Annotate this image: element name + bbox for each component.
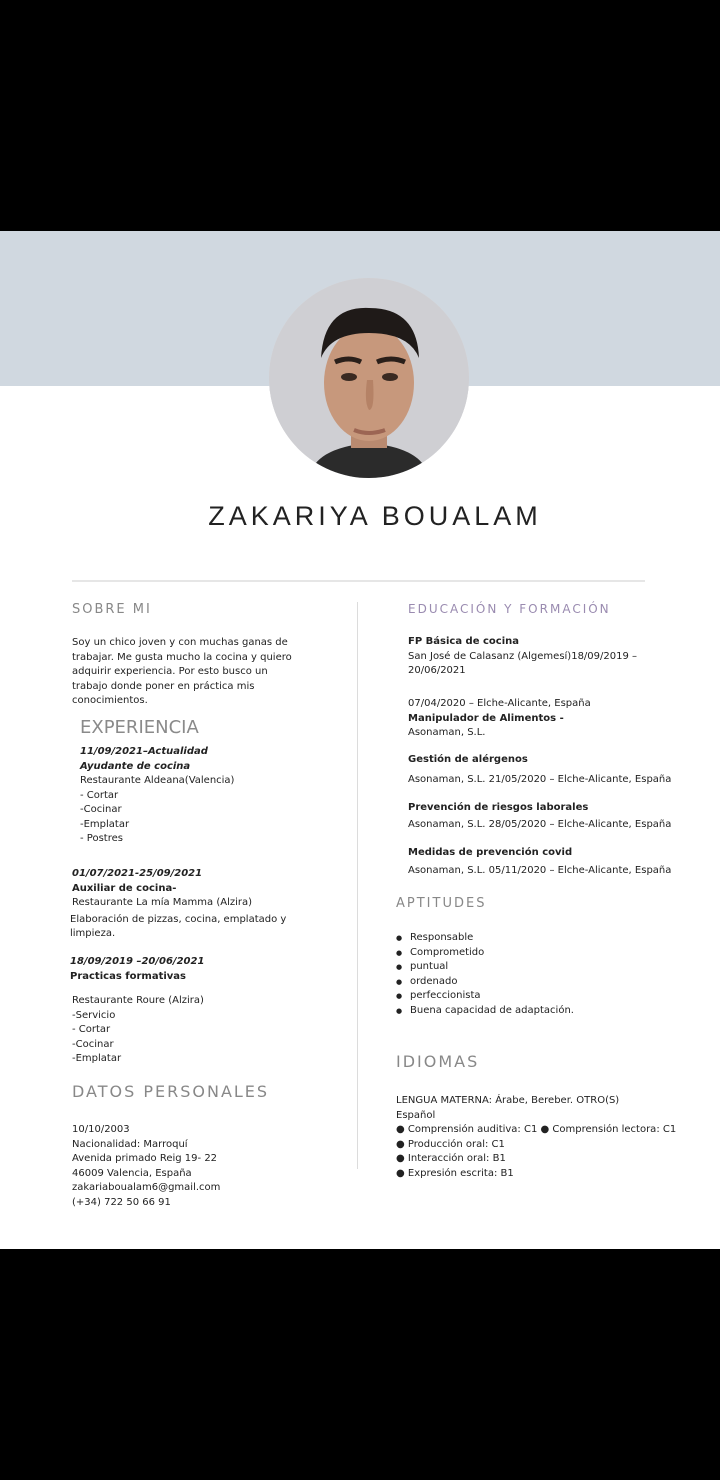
- education-title: Manipulador de Alimentos -: [408, 712, 564, 724]
- job-place: Restaurante Roure (Alzira): [72, 995, 204, 1006]
- skill-item: ● Comprometido: [396, 946, 574, 961]
- job-task: limpieza.: [70, 928, 116, 939]
- about-line: trabajar. Me gusta mucho la cocina y quiero: [72, 651, 292, 663]
- education-title: Gestión de alérgenos: [408, 754, 528, 765]
- languages-block: [396, 1094, 676, 1181]
- education-item: [408, 697, 591, 741]
- about-heading: SOBRE MI: [72, 602, 152, 617]
- education-item: [408, 635, 637, 679]
- education-title: Prevención de riesgos laborales: [408, 802, 589, 813]
- job-dates: 01/07/2021-25/09/2021: [72, 868, 203, 879]
- job-task: - Postres: [80, 833, 123, 844]
- skill-item: ● perfeccionista: [396, 989, 574, 1004]
- header-divider: [72, 580, 645, 582]
- personal-heading: DATOS PERSONALES: [72, 1082, 270, 1101]
- skill-item: ● Buena capacidad de adaptación.: [396, 1004, 574, 1019]
- language-level: ● Comprensión auditiva: C1 ● Comprensión lectora: C1: [396, 1124, 677, 1135]
- about-line: Soy un chico joven y con muchas ganas de: [72, 637, 288, 648]
- job-role: Practicas formativas: [70, 970, 187, 982]
- skill-item: ● Responsable: [396, 931, 574, 946]
- job-role: Ayudante de cocina: [80, 760, 191, 772]
- phone: (+34) 722 50 66 91: [72, 1196, 171, 1208]
- language-level: ● Expresión escrita: B1: [396, 1167, 514, 1179]
- job-task: - Cortar: [72, 1024, 111, 1035]
- education-item: [408, 846, 671, 878]
- education-title: Medidas de prevención covid: [408, 847, 573, 858]
- job-place: Restaurante Aldeana(Valencia): [80, 775, 235, 786]
- education-detail: Asonaman, S.L.: [408, 727, 486, 738]
- birth-date: 10/10/2003: [72, 1124, 130, 1135]
- education-detail: San José de Calasanz (Algemesí)18/09/2019 –: [408, 650, 638, 662]
- skill-item: ● puntual: [396, 960, 574, 975]
- job-task: Elaboración de pizzas, cocina, emplatado y: [70, 913, 287, 925]
- education-title: FP Básica de cocina: [408, 636, 519, 647]
- profile-photo: [269, 278, 469, 478]
- column-divider: [357, 602, 358, 1169]
- email: zakariaboualam6@gmail.com: [72, 1182, 221, 1193]
- job-task: - Cortar: [80, 789, 119, 801]
- bottom-black-bar: [0, 1249, 720, 1480]
- job-dates: 18/09/2019 –20/06/2021: [70, 956, 205, 967]
- job-entry: [70, 955, 204, 1067]
- languages-heading: IDIOMAS: [396, 1052, 480, 1071]
- address-street: Avenida primado Reig 19- 22: [72, 1153, 218, 1164]
- job-task: -Emplatar: [80, 818, 130, 830]
- education-detail: Asonaman, S.L. 05/11/2020 – Elche-Alicante, España: [408, 864, 672, 876]
- job-role: Auxiliar de cocina-: [72, 882, 177, 894]
- about-line: conocimientos.: [72, 695, 148, 706]
- address-city: 46009 Valencia, España: [72, 1167, 192, 1179]
- skills-heading: APTITUDES: [396, 896, 487, 911]
- education-detail: 20/06/2021: [408, 665, 466, 676]
- job-task: -Emplatar: [72, 1053, 122, 1064]
- education-item: [408, 801, 671, 832]
- native-language: LENGUA MATERNA: Árabe, Bereber. OTRO(S): [396, 1095, 620, 1106]
- experience-heading: EXPERIENCIA: [80, 717, 199, 738]
- skill-item: ● ordenado: [396, 975, 574, 990]
- education-detail: Asonaman, S.L. 28/05/2020 – Elche-Alicante, España: [408, 818, 672, 830]
- job-task: -Cocinar: [72, 1038, 114, 1050]
- about-line: adquirir experiencia. Por esto busco un: [72, 666, 268, 677]
- top-black-bar: [0, 0, 720, 231]
- resume-document: [0, 231, 720, 1249]
- skills-list: [396, 931, 574, 1019]
- education-heading: EDUCACIÓN Y FORMACIÓN: [408, 602, 611, 616]
- job-task: -Servicio: [72, 1009, 116, 1021]
- nationality: Nacionalidad: Marroquí: [72, 1138, 188, 1150]
- job-entry: [80, 745, 234, 847]
- about-line: trabajo donde poner en práctica mis: [72, 680, 255, 692]
- job-task: -Cocinar: [80, 804, 122, 815]
- education-item: [408, 753, 671, 787]
- other-language: Español: [396, 1109, 436, 1121]
- personal-data: [72, 1123, 220, 1210]
- language-level: ● Producción oral: C1: [396, 1138, 505, 1150]
- job-entry: [72, 867, 286, 942]
- education-detail: Asonaman, S.L. 21/05/2020 – Elche-Alicante, España: [408, 773, 672, 785]
- job-dates: 11/09/2021–Actualidad: [80, 746, 208, 757]
- language-level: ● Interacción oral: B1: [396, 1153, 506, 1164]
- candidate-name: ZAKARIYA BOUALAM: [208, 501, 542, 531]
- job-place: Restaurante La mía Mamma (Alzira): [72, 897, 253, 908]
- about-text: [72, 636, 292, 709]
- education-date: 07/04/2020 – Elche-Alicante, España: [408, 698, 591, 709]
